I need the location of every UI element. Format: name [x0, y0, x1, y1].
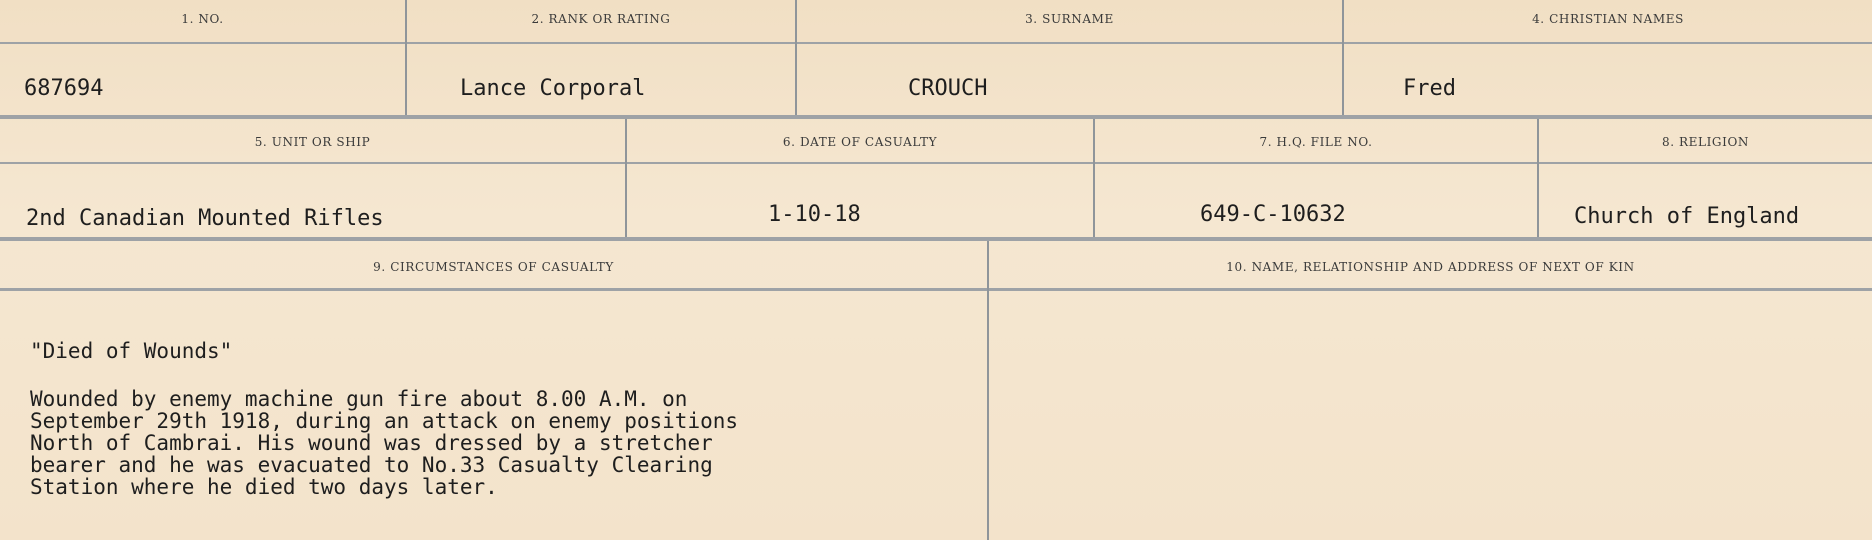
circumstances-body: Wounded by enemy machine gun fire about 8.00 A.M. on September 29th 1918, during an attack on enemy positions North of Cambrai. His wound was dressed by a stretcher bearer and he was evacuated to No.33 Casualty Clearing Station where he died two days later. [30, 387, 739, 499]
header-hq-file: 7. H.Q. FILE NO. [1259, 135, 1373, 149]
rule-row3-header [0, 288, 1872, 291]
rule-row2-header [0, 162, 1872, 164]
rule-v-7 [987, 241, 989, 540]
header-unit: 5. UNIT OR SHIP [254, 135, 371, 149]
header-next-of-kin: 10. NAME, RELATIONSHIP AND ADDRESS OF NEXT OF KIN [1226, 260, 1635, 274]
header-rank: 2. RANK OR RATING [531, 12, 671, 26]
header-religion: 8. RELIGION [1661, 135, 1750, 149]
value-christian-names: Fred [1403, 76, 1456, 101]
circumstances-title: "Died of Wounds" [30, 339, 233, 363]
rule-row2-bottom [0, 237, 1872, 241]
rule-row1-bottom [0, 115, 1872, 119]
value-surname: CROUCH [908, 76, 988, 101]
rule-row1-header [0, 42, 1872, 44]
header-date: 6. DATE OF CASUALTY [782, 135, 938, 149]
header-circumstances: 9. CIRCUMSTANCES OF CASUALTY [373, 260, 614, 274]
header-no: 1. NO. [181, 12, 224, 26]
value-religion: Church of England [1574, 204, 1800, 229]
value-rank: Lance Corporal [460, 76, 646, 101]
header-surname: 3. SURNAME [1025, 12, 1114, 26]
value-unit: 2nd Canadian Mounted Rifles [26, 206, 384, 231]
value-hq-file: 649-C-10632 [1200, 202, 1346, 227]
value-date: 1-10-18 [768, 202, 861, 227]
header-christian-names: 4. CHRISTIAN NAMES [1532, 12, 1684, 26]
value-no: 687694 [24, 76, 104, 101]
